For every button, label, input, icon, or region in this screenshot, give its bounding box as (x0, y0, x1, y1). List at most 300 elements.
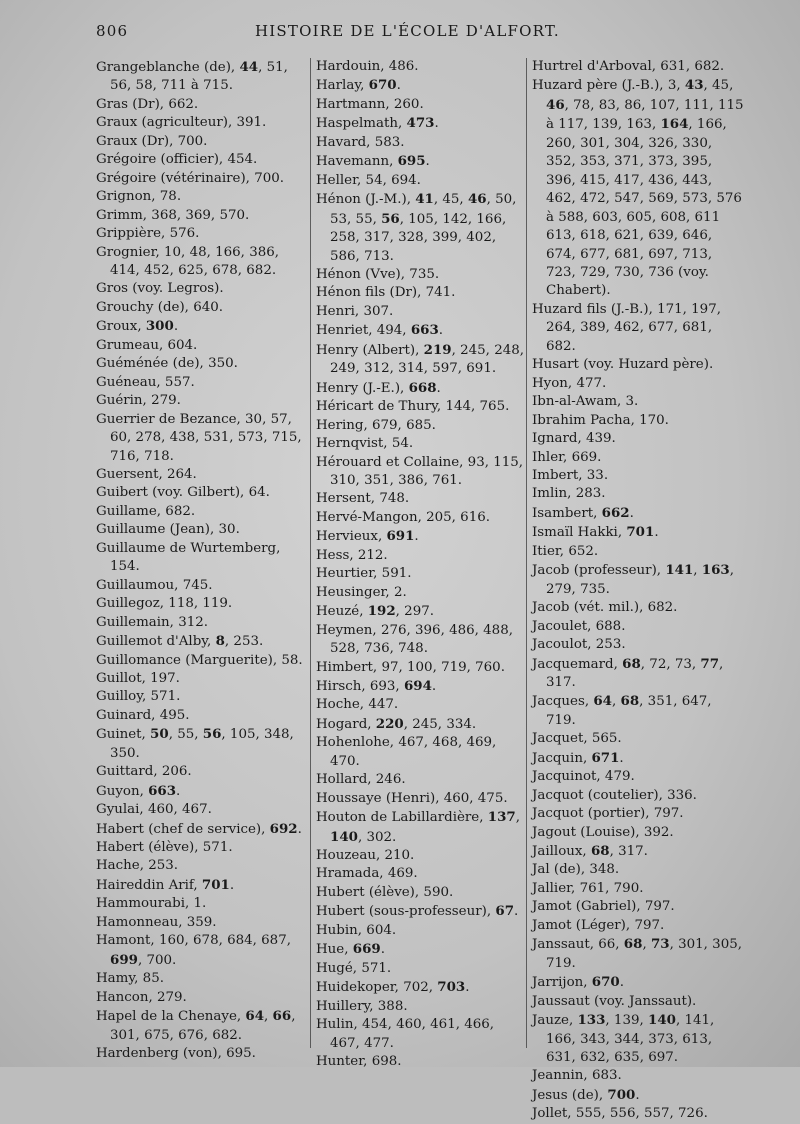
index-entry (532, 356, 744, 374)
entry-name: Hardouin, (316, 59, 389, 74)
index-entry (532, 561, 744, 599)
entry-name: Jailloux, (532, 844, 591, 860)
page-refs: 30. (218, 522, 240, 538)
entry-name: Huzard père (J.-B.), (532, 78, 668, 94)
bold-page-ref: 300 (145, 318, 174, 335)
entry-name: Hulin, (316, 1017, 363, 1033)
index-entry (96, 151, 306, 169)
index-entry (96, 632, 306, 651)
entry-name: Hollard, (316, 772, 376, 788)
bold-page-ref: 46 (546, 96, 565, 113)
bold-page-ref: 670 (591, 974, 620, 991)
entry-name: Hubin, (316, 922, 367, 938)
page-refs: , 55, (168, 727, 203, 743)
bold-page-ref: 192 (367, 603, 396, 620)
page-refs: 590. (423, 884, 454, 900)
entry-name: Henry (Albert), (316, 342, 424, 358)
entry-name: Hubert (sous-professeur), (316, 904, 496, 920)
entry-name: Hue, (316, 942, 353, 958)
page-refs: 93, 115, 310, 351, 386, 761. (330, 454, 524, 488)
bold-page-ref: 662 (601, 504, 630, 521)
entry-name: Huzard fils (J.-B.), (532, 301, 658, 317)
entry-name: Hénon (Vve), (316, 266, 410, 282)
index-entry (532, 861, 744, 879)
entry-name: Grignon, (96, 189, 160, 205)
bold-page-ref: 56 (381, 210, 400, 227)
page-refs: , 51, 56, 58, 711 à 715. (110, 60, 288, 94)
page-refs: . (465, 980, 470, 996)
bold-page-ref: 66 (272, 1008, 292, 1025)
page-refs: 10, 48, 166, 386, 414, 452, 625, 678, 682. (110, 244, 280, 278)
entry-name: Groux, (96, 319, 146, 335)
entry-name: Hoche, (316, 697, 369, 713)
index-entry (96, 614, 306, 632)
entry-name: Guérin, (96, 393, 152, 409)
page-refs: 797. (653, 806, 684, 822)
index-entry (532, 655, 744, 693)
index-entry (532, 749, 744, 768)
page-number: 806 (96, 22, 129, 40)
entry-name: Himbert, (316, 659, 382, 675)
page-refs: 583. (374, 134, 405, 150)
index-entry (532, 485, 744, 503)
bold-page-ref: 671 (591, 749, 620, 766)
entry-name: Huillery, (316, 998, 378, 1014)
index-entry (96, 58, 306, 96)
index-entry (316, 902, 524, 921)
page-refs: 264. (166, 466, 197, 482)
index-entry (316, 398, 524, 416)
entry-name: Hurtrel d'Arboval, (532, 59, 661, 74)
entry-name: Jacob (professeur), (532, 563, 666, 579)
page-refs: 246. (375, 772, 406, 788)
index-entry (316, 978, 524, 997)
page-refs: 469. (387, 866, 418, 882)
index-entry (96, 801, 306, 819)
index-entry (532, 880, 744, 898)
index-entry (96, 670, 306, 688)
index-entry (316, 172, 524, 190)
page-refs: , 45, (703, 78, 734, 94)
page-refs: 205, 616. (426, 509, 490, 525)
entry-name: Jollet, (532, 1106, 576, 1122)
page-refs: 348. (589, 862, 620, 878)
page-refs: , 301, 675, 676, 682. (110, 1009, 296, 1043)
column-divider (526, 58, 527, 1048)
page-refs: 197. (150, 670, 180, 686)
page-refs: . (438, 323, 444, 339)
bold-page-ref: 703 (437, 979, 466, 996)
entry-name: Houssaye (Henri), (316, 790, 444, 806)
page-refs: , (612, 694, 621, 710)
page-refs: 3. (625, 394, 639, 410)
index-entry (96, 1045, 306, 1063)
entry-name: Hunter, (316, 1054, 372, 1070)
index-entry (316, 58, 524, 76)
page-refs: 58. (281, 652, 303, 668)
index-entry (316, 696, 524, 714)
page-refs: 735. (409, 266, 440, 282)
page-refs: 565. (591, 731, 622, 747)
entry-name: Henri, (316, 303, 364, 319)
index-entry (316, 622, 524, 659)
index-entry (96, 1007, 306, 1045)
page-refs: , 141, 166, 343, 344, 373, 613, 631, 632, 635, 697. (546, 1013, 715, 1066)
entry-name: Houton de Labillardière, (316, 810, 488, 826)
entry-name: Hache, (96, 858, 149, 874)
page-refs: 336. (667, 787, 697, 803)
entry-name: Jacquemard, (532, 656, 623, 672)
index-column-2 (316, 58, 524, 1071)
entry-name: Hamonneau, (96, 914, 187, 930)
index-entry (316, 152, 524, 171)
index-entry (532, 618, 744, 636)
page-refs: . (619, 975, 625, 991)
bold-page-ref: 699 (110, 951, 138, 968)
page-refs: , 72, 73, (640, 656, 701, 672)
index-entry (96, 299, 306, 317)
entry-name: Jacoulet, (532, 618, 596, 634)
page-refs: 745. (182, 577, 213, 593)
page-refs: 279. (151, 393, 181, 409)
page-refs: 144, 765. (445, 399, 510, 415)
index-entry (316, 734, 524, 771)
bold-page-ref: 140 (648, 1012, 676, 1029)
index-entry (532, 842, 744, 861)
page-refs: , 245, 334. (403, 716, 477, 732)
entry-name: Hervé-Mangon, (316, 509, 427, 525)
index-entry (96, 466, 306, 484)
page-refs: 388. (377, 998, 408, 1014)
index-entry (532, 523, 744, 542)
page-refs: , 105, 142, 166, 258, 317, 328, 399, 402, 586, 713. (330, 211, 507, 264)
page-refs: , 166, 260, 301, 304, 326, 330, 352, 353, 371, 373, 395, 396, 415, 417, 436, 443, 462, 472, 547, 569, 573, 576 à 588, 603, 605, 608, 611 613, 618, 621, 639, 646, 674, 677, 681, 697, 713, 723, 729, 730, 736 (voy. Chabert). (546, 117, 742, 299)
bold-page-ref: 663 (410, 322, 439, 339)
page-refs: 253. (148, 858, 179, 874)
page-refs: 276, 396, 486, 488, 528, 736, 748. (330, 622, 513, 657)
page-refs: 460, 475. (443, 790, 508, 806)
entry-name: Heller, (316, 172, 366, 188)
index-entry (96, 725, 306, 763)
index-entry (532, 1067, 744, 1085)
page-refs: 571. (361, 960, 392, 976)
index-entry (316, 1016, 524, 1053)
bold-page-ref: 670 (368, 77, 397, 94)
index-entry (316, 341, 524, 379)
entry-name: Janssaut, (532, 937, 599, 953)
page-refs: 170. (639, 412, 669, 428)
index-entry (316, 602, 524, 621)
bold-page-ref: 163 (701, 562, 730, 579)
bold-page-ref: 695 (397, 153, 426, 170)
page-refs: 702, (403, 980, 438, 996)
index-entry (316, 865, 524, 883)
page-refs: , 253. (224, 634, 264, 650)
page-refs: , 245, 248, 249, 312, 314, 597, 691. (330, 342, 525, 377)
page-refs: 78. (159, 189, 182, 205)
page-refs: 604. (366, 922, 397, 938)
index-entry (316, 922, 524, 940)
entry-name: Heusinger, (316, 584, 394, 600)
entry-name: Graux (Dr), (96, 133, 178, 149)
entry-name: Grégoire (officier), (96, 152, 228, 168)
entry-name: Ibrahim Pacha, (532, 412, 640, 428)
index-entry (532, 543, 744, 561)
page-refs: . (425, 154, 430, 170)
page-refs: 253. (595, 637, 626, 653)
entry-name: Hervieux, (316, 529, 387, 545)
bold-page-ref: 700 (607, 1086, 636, 1103)
index-entry (96, 876, 306, 895)
index-entry (532, 76, 744, 300)
entry-name: Gyulai, (96, 802, 148, 818)
page-refs: , 279, 735. (546, 563, 734, 597)
entry-name: Hénon (J.-M.), (316, 192, 416, 208)
entry-name: Houzeau, (316, 848, 385, 864)
page-refs: 479. (604, 769, 635, 785)
bold-page-ref: 77 (700, 655, 720, 672)
index-entry (96, 133, 306, 151)
index-entry (96, 521, 306, 539)
page-refs: , 105, 348, 350. (110, 727, 294, 761)
page-refs: 761, 790. (579, 880, 644, 896)
entry-name: Jamot (Gabriel), (532, 899, 645, 915)
entry-name: Guittard, (96, 764, 162, 780)
page-refs: 54, 694. (365, 172, 421, 188)
page-refs: , (693, 563, 702, 579)
page-refs: 391. (236, 115, 267, 131)
page-refs: 454. (227, 152, 258, 168)
page-refs: , 45, (433, 192, 468, 208)
entry-name: Grognier, (96, 244, 165, 260)
entry-name: Hérouard et Collaine, (316, 454, 468, 470)
index-entry (532, 692, 744, 730)
entry-name: Guillomance (Marguerite), (96, 652, 282, 668)
page-refs: 486. (388, 59, 419, 74)
entry-name: Ignard, (532, 431, 586, 447)
page-refs: 460, 467. (147, 802, 212, 818)
entry-name: Jacquinot, (532, 769, 605, 785)
entry-name: Hernqvist, (316, 436, 392, 452)
index-entry (316, 190, 524, 266)
index-entry (96, 114, 306, 132)
index-entry (96, 411, 306, 466)
bold-page-ref: 219 (423, 341, 452, 358)
index-entry (96, 188, 306, 206)
index-entry (316, 659, 524, 677)
entry-name: Guillame, (96, 503, 166, 519)
page-refs: . (173, 319, 179, 335)
index-entry (316, 790, 524, 808)
bold-page-ref: 692 (269, 820, 298, 837)
entry-name: Imbert, (532, 467, 587, 483)
index-entry (316, 771, 524, 789)
entry-name: Guinet, (96, 727, 151, 743)
page-refs: . (514, 904, 519, 920)
entry-name: Jacquot (portier), (532, 806, 654, 822)
entry-name: Hamont, (96, 933, 159, 949)
index-entry (316, 266, 524, 284)
bold-page-ref: 50 (150, 726, 169, 743)
index-entry (532, 824, 744, 842)
entry-name: Jagout (Louise), (532, 824, 644, 840)
entry-name: Habert (chef de service), (96, 821, 270, 837)
entry-name: Husart (voy. Huzard père). (532, 357, 714, 373)
entry-name: Jesus (de), (532, 1087, 608, 1103)
page-refs: 682. (647, 600, 678, 616)
page-refs: 85. (142, 971, 164, 987)
index-entry (316, 96, 524, 114)
index-entry (316, 547, 524, 565)
entry-name: Jal (de), (532, 862, 590, 878)
page-refs: 662. (168, 96, 199, 112)
index-entry (96, 244, 306, 281)
page-refs: 695. (226, 1046, 256, 1062)
index-entry (96, 820, 306, 839)
bold-page-ref: 701 (626, 524, 655, 541)
index-entry (96, 540, 306, 577)
entry-name: Jacoulot, (532, 637, 596, 653)
page-refs: 683. (591, 1068, 622, 1084)
entry-name: Havard, (316, 134, 375, 150)
entry-name: Huidekoper, (316, 980, 404, 996)
page-refs: 698. (371, 1054, 402, 1070)
page-refs: 495. (159, 707, 190, 723)
index-entry (96, 280, 306, 298)
page-refs: , 700. (137, 952, 177, 968)
entry-name: Habert (élève), (96, 840, 203, 856)
page-refs: 591. (381, 566, 412, 582)
page-refs: 700. (177, 133, 208, 149)
bold-page-ref: 56 (202, 726, 222, 743)
entry-name: Ismaïl Hakki, (532, 525, 627, 541)
page-refs: 118, 119. (168, 596, 233, 612)
page-refs: , 301, 305, 719. (546, 937, 742, 971)
index-entry (316, 565, 524, 583)
page-refs: . (629, 505, 634, 521)
bold-page-ref: 669 (352, 941, 381, 958)
page-refs: 447. (368, 697, 399, 713)
index-entry (532, 1105, 744, 1123)
entry-name: Jamot (Léger), (532, 917, 635, 933)
page-refs: 1. (193, 896, 207, 912)
page-refs: . (431, 678, 437, 694)
index-entry (532, 504, 744, 523)
page-refs: 748. (379, 491, 410, 507)
bold-page-ref: 694 (403, 677, 432, 694)
index-entry (532, 58, 744, 76)
page-refs: 279. (156, 989, 187, 1005)
bold-page-ref: 133 (577, 1012, 606, 1029)
index-entry (96, 355, 306, 373)
index-entry (96, 688, 306, 706)
page-refs: , 139, (605, 1013, 649, 1029)
bold-page-ref: 68 (622, 655, 641, 672)
entry-name: Jallier, (532, 880, 580, 896)
page-refs: . (396, 78, 401, 94)
index-entry (532, 301, 744, 356)
page-refs: . (619, 750, 624, 766)
entry-name: Guillot, (96, 670, 151, 686)
index-entry (316, 847, 524, 865)
index-entry (96, 392, 306, 410)
entry-name: Jacquet, (532, 731, 592, 747)
entry-name: Imlin, (532, 486, 576, 502)
index-entry (316, 940, 524, 959)
entry-name: Henry (J.-E.), (316, 380, 409, 396)
entry-name: Hancon, (96, 989, 157, 1005)
index-entry (96, 782, 306, 801)
index-entry (316, 379, 524, 398)
entry-name: Guersent, (96, 466, 167, 482)
index-entry (316, 1053, 524, 1071)
index-entry (316, 998, 524, 1016)
index-entry (96, 96, 306, 114)
page-refs: 477. (576, 375, 607, 391)
bold-page-ref: 140 (330, 828, 358, 845)
page-refs: 797. (644, 899, 675, 915)
page-refs: 154. (110, 559, 140, 575)
index-entry (96, 374, 306, 392)
index-entry (532, 430, 744, 448)
entry-name: Héricart de Thury, (316, 399, 446, 415)
entry-name: Heuzé, (316, 604, 368, 620)
entry-name: Jaussaut (voy. Janssaut). (532, 993, 697, 1009)
entry-name: Hirsch, (316, 678, 370, 694)
page-refs: 467, 468, 469, 470. (330, 735, 497, 769)
index-entry (316, 527, 524, 546)
entry-name: Guillaumou, (96, 577, 183, 593)
entry-name: Itier, (532, 543, 569, 559)
page-refs: 604. (167, 337, 198, 353)
bold-page-ref: 137 (487, 809, 516, 826)
index-entry (316, 677, 524, 696)
page-refs: 66, (598, 937, 624, 953)
entry-name: Ibn-al-Awam, (532, 394, 626, 410)
page-refs: . (229, 877, 235, 893)
index-entry (96, 170, 306, 188)
index-entry (96, 895, 306, 913)
index-entry (316, 454, 524, 491)
entry-name: Heurtier, (316, 566, 382, 582)
index-entry (316, 584, 524, 602)
entry-name: Guinard, (96, 707, 160, 723)
page-refs: 2. (393, 584, 407, 600)
index-entry (316, 808, 524, 847)
page-refs: . (436, 380, 441, 396)
entry-name: Gros (voy. Legros). (96, 281, 224, 297)
page-refs: 3, (667, 78, 685, 94)
index-entry (96, 652, 306, 670)
entry-name: Graux (agriculteur), (96, 115, 237, 131)
entry-name: Hramada, (316, 866, 388, 882)
index-entry (532, 993, 744, 1011)
page-refs: 571. (150, 689, 181, 705)
index-entry (316, 134, 524, 152)
page-refs: 741. (425, 285, 456, 301)
entry-name: Hohenlohe, (316, 735, 399, 751)
bold-page-ref: 663 (148, 782, 177, 799)
bold-page-ref: 46 (467, 191, 487, 208)
entry-name: Hyon, (532, 375, 577, 391)
entry-name: Grangeblanche (de), (96, 60, 240, 75)
page-refs: 54. (391, 436, 414, 452)
entry-name: Grouchy (de), (96, 299, 194, 315)
bold-page-ref: 691 (386, 528, 415, 545)
bold-page-ref: 220 (375, 715, 404, 732)
page-refs: 679, 685. (372, 417, 436, 433)
page-refs: 640. (193, 299, 224, 315)
